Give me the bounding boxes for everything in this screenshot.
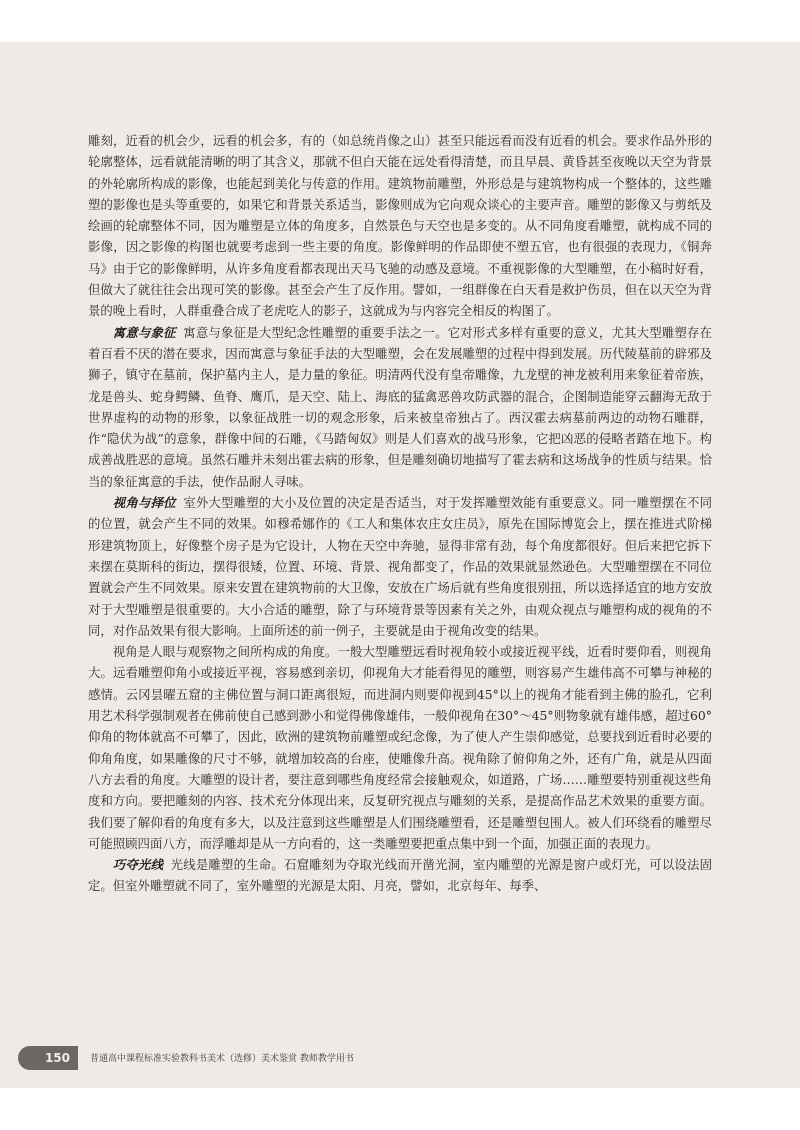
- paragraph: [88, 641, 712, 854]
- book-title: 普通高中课程标准实验教科书美术（选修）美术鉴赏 教师教学用书: [90, 1054, 354, 1064]
- section-title: 视角与择位: [112, 495, 176, 511]
- body-text: [88, 130, 712, 897]
- section-title: 巧夺光线: [112, 857, 164, 873]
- paragraph: [88, 130, 712, 322]
- paragraph: [88, 854, 712, 897]
- page-footer: [18, 1046, 718, 1070]
- paragraph: [88, 492, 712, 641]
- book-page: [0, 42, 800, 1088]
- paragraph-text: 视角是人眼与观察物之间所构成的角度。一般大型雕塑远看时视角较小或接近视平线，近看时要仰看，则视角大。远看雕塑仰角小或接近平视，容易感到亲切，仰视角大才能看得见的雕塑，则容易产生雄伟高不可攀与神秘的感情。云冈昙曜五窟的主佛位置与洞口距离很短，而进洞内则要仰视到45°以上的视角才能看到主佛的脸孔，它利用艺术科学强制观者在佛前使自己感到渺小和觉得佛像雄伟，一般仰视角在30°～45°则物象就有雄伟感，超过60°仰角的物体就高不可攀了，因此，欧洲的建筑物前雕塑或纪念像，为了使人产生崇仰感觉，总要找到近看时必要的仰角角度，如果雕像的尺寸不够，就增加较高的台座，使雕像升高。视角除了俯仰角之外，还有广角，就是从四面八方去看的角度。大雕塑的设计者，要注意到哪些角度经常会接触观众，如道路，广场……雕塑要特别重视这些角度和方向。要把雕刻的内容、技术充分体现出来，反复研究视点与雕刻的关系，是提高作品艺术效果的重要方面。我们要了解仰看的角度有多大，以及注意到这些雕塑是人们围绕雕塑看，还是雕塑包围人。被人们环绕看的雕塑尽可能照顾四面八方，而浮雕却是从一方向看的，这一类雕塑要把重点集中到一个面，加强正面的表现力。: [88, 644, 712, 851]
- paragraph: [88, 322, 712, 492]
- paragraph-text: 光线是雕塑的生命。石窟雕刻为夺取光线而开凿光洞，室内雕塑的光源是窗户或灯光，可以设法固定。但室外雕塑就不同了，室外雕塑的光源是太阳、月亮，譬如，北京每年、每季、: [88, 857, 713, 894]
- paragraph-text: 室外大型雕塑的大小及位置的决定是否适当，对于发挥雕塑效能有重要意义。同一雕塑摆在不同的位置，就会产生不同的效果。如穆希娜作的《工人和集体农庄女庄员》，原先在国际博览会上，摆在推进式阶梯形建筑物顶上，好像整个房子是为它设计，人物在天空中奔驰，显得非常有劲，每个角度都很好。但后来把它拆下来摆在莫斯科的街边，摆得很矮，位置、环境、背景、视角都变了，作品的效果就显然逊色。大型雕塑摆在不同位置就会产生不同效果。原来安置在建筑物前的大卫像，安放在广场后就有些角度很别扭，所以选择适宜的地方安放对于大型雕塑是很重要的。大小合适的雕塑，除了与环境背景等因素有关之外，由观众视点与雕塑构成的视角的不同，对作品效果有很大影响。上面所述的前一例子，主要就是由于视角改变的结果。: [88, 495, 713, 638]
- page-number: 150: [18, 1046, 78, 1070]
- section-title: 寓意与象征: [112, 324, 176, 340]
- paragraph-text: 雕刻，近看的机会少，远看的机会多，有的（如总统肖像之山）甚至只能远看而没有近看的机会。要求作品外形的轮廓整体，远看就能清晰的明了其含义，那就不但白天能在远处看得清楚，而且早晨、黄昏甚至夜晚以天空为背景的外轮廓所构成的影像，也能起到美化与传意的作用。建筑物前雕塑，外形总是与建筑物构成一个整体的，这些雕塑的影像也是头等重要的，如果它和背景关系适当，影像则成为它向观众谈心的主要声音。雕塑的影像又与剪纸及绘画的轮廓整体不同，因为雕塑是立体的角度多，自然景色与天空也是多变的。从不同角度看雕塑，就构成不同的影像，因之影像的构图也就要考虑到一些主要的角度。影像鲜明的作品即使不塑五官，也有很强的表现力，《铜奔马》由于它的影像鲜明，从许多角度看都表现出天马飞驰的动感及意境。不重视影像的大型雕塑，在小稿时好看，但做大了就往往会出现可笑的影像。甚至会产生了反作用。譬如，一组群像在白天看是救护伤员，但在以天空为背景的晚上看时，人群重叠合成了老虎吃人的影子，这就成为与内容完全相反的构图了。: [88, 133, 712, 319]
- paragraph-text: 寓意与象征是大型纪念性雕塑的重要手法之一。它对形式多样有重要的意义，尤其大型雕塑存在着百看不厌的潜在要求，因而寓意与象征手法的大型雕塑，会在发展雕塑的过程中得到发展。历代陵墓前的辟邪及狮子，镇守在墓前，保护墓内主人，是力量的象征。明清两代没有皇帝雕像，九龙壁的神龙被利用来象征着帝族，龙是兽头、蛇身鳄鳞、鱼脊、鹰爪，是天空、陆上、海底的猛禽恶兽攻防武器的混合，企图制造能穿云翻海无敌于世界虚构的动物的形象，以象征战胜一切的观念形象，后来被皇帝独占了。西汉霍去病墓前两边的动物石雕群，作“隐伏为战”的意象，群像中间的石雕，《马踏匈奴》则是人们喜欢的战马形象，它把凶恶的侵略者踏在地下。构成善战胜恶的意境。虽然石雕并未刻出霍去病的形象，但是雕刻确切地描写了霍去病和这场战争的性质与结果。恰当的象征寓意的手法，使作品耐人寻味。: [88, 324, 713, 489]
